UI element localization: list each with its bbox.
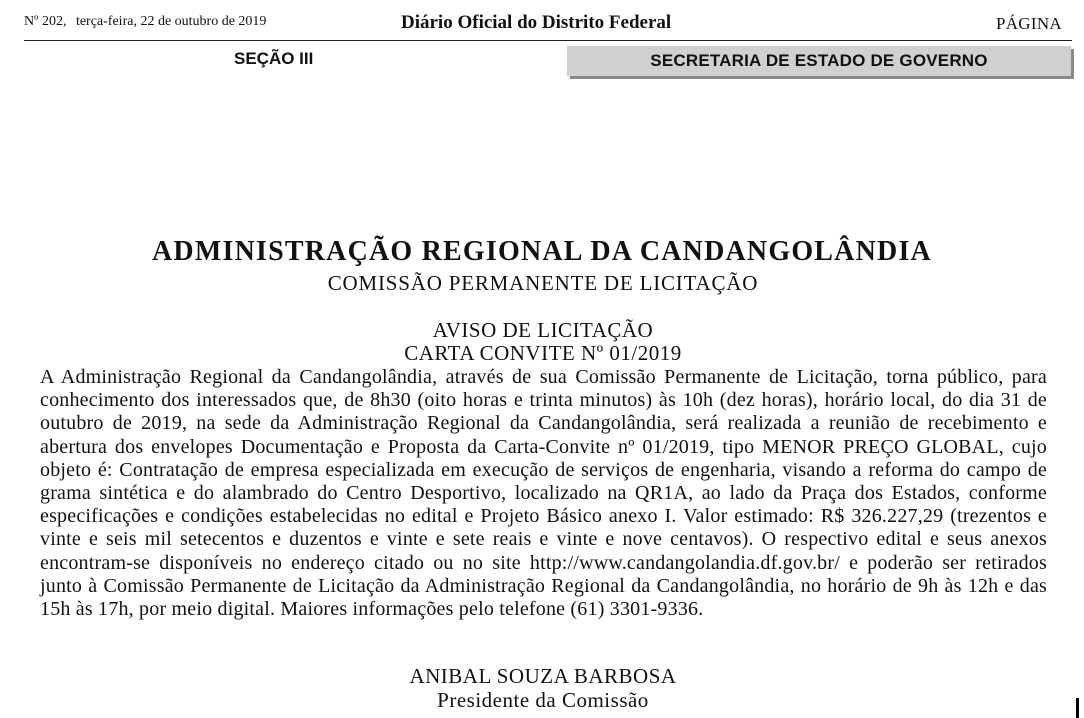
notice-title: AVISO DE LICITAÇÃO <box>432 318 654 342</box>
commission-heading: COMISSÃO PERMANENTE DE LICITAÇÃO <box>327 271 759 295</box>
edge-mark <box>1076 698 1079 718</box>
section-label: SEÇÃO III <box>234 49 314 68</box>
secretaria-label: SECRETARIA DE ESTADO DE GOVERNO <box>650 51 988 70</box>
page-label: PÁGINA <box>995 14 1062 33</box>
notice-number: CARTA CONVITE Nº 01/2019 <box>404 341 682 365</box>
issue-info <box>24 14 272 30</box>
secretaria-banner <box>567 46 1071 76</box>
issue-number: Nº 202, <box>24 14 67 29</box>
organization-heading: ADMINISTRAÇÃO REGIONAL DA CANDANGOLÂNDIA <box>152 236 932 267</box>
notice-body: A Administração Regional da Candangolândia, através de sua Comissão Permanente de Licitação, torna público, para conhecimento dos interessados que, de 8h30 (oito horas e trinta minutos) às 10h (dez horas), horário local, do dia 31 de outubro de 2019, na sede da Administração Regional da Candangolândia, será realizada a reunião de recebimento e abertura dos envelopes Documentação e Proposta da Carta-Convite nº 01/2019, tipo MENOR PREÇO GLOBAL, cujo objeto é: Contratação de empresa especializada em execução de serviços de engenharia, visando a reforma do campo de grama sintética e do alambrado do Centro Desportivo, localizado na QR1A, ao lado da Praça dos Estados, conforme especificações e condições estabelecidas no edital e Projeto Básico anexo I. Valor estimado: R$ 326.227,29 (trezentos e vinte e seis mil setecentos e duzentos e vinte e sete reais e vinte e nove centavos). O respectivo edital e seus anexos encontram-se disponíveis no endereço citado ou no site http://www.candangolandia.df.gov.br/ e poderão ser retirados junto à Comissão Permanente de Licitação da Administração Regional da Candangolândia, no horário de 9h às 12h e das 15h às 17h, por meio digital. Maiores informações pelo telefone (61) 3301-9336. <box>40 366 1047 621</box>
signer-name: ANIBAL SOUZA BARBOSA <box>409 664 677 688</box>
signer-role: Presidente da Comissão <box>437 688 649 712</box>
publication-title: Diário Oficial do Distrito Federal <box>401 12 672 33</box>
page-header <box>24 12 1072 41</box>
issue-date: terça-feira, 22 de outubro de 2019 <box>75 14 267 29</box>
